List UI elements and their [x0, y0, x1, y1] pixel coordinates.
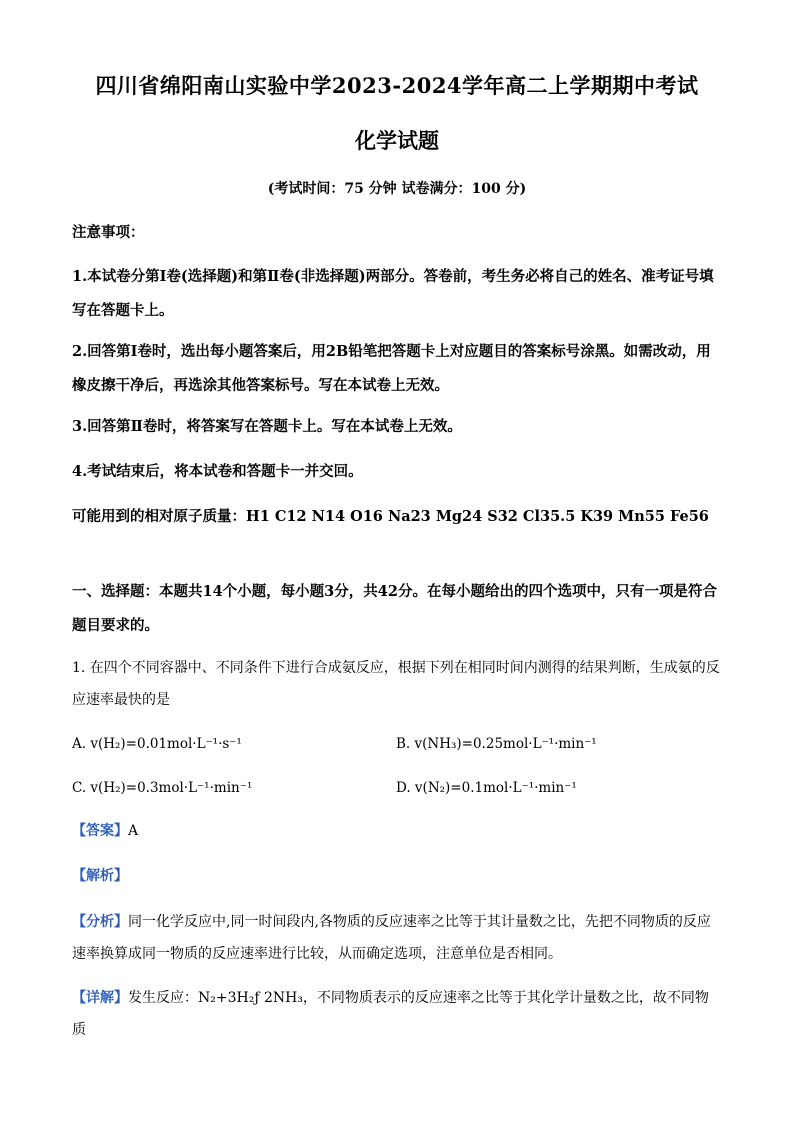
fenxi-text: 同一化学反应中,同一时间段内,各物质的反应速率之比等于其计量数之比，先把不同物质的反应速率换算成同一物质的反应速率进行比较，从而确定选项，注意单位是否相同。: [72, 914, 711, 962]
xiangjie-text: 发生反应：N₂+3H₂ƒ 2NH₃，不同物质表示的反应速率之比等于其化学计量数之比，故不同物质: [72, 990, 709, 1038]
option-b: B. v(NH₃)=0.25mol·L⁻¹·min⁻¹: [396, 736, 597, 752]
notice-item-2: 2.回答第Ⅰ卷时，选出每小题答案后，用2B铅笔把答题卡上对应题目的答案标号涂黑。如需改动，用橡皮擦干净后，再选涂其他答案标号。写在本试卷上无效。: [72, 343, 711, 394]
answer-value: A: [128, 823, 139, 839]
option-d: D. v(N₂)=0.1mol·L⁻¹·min⁻¹: [396, 780, 577, 796]
answer-tag: 【答案】: [72, 823, 128, 839]
fenxi-paragraph: [72, 906, 722, 970]
notice-item-3: 3.回答第Ⅱ卷时，将答案写在答题卡上。写在本试卷上无效。: [72, 418, 462, 435]
analysis-line: [72, 860, 722, 892]
xiangjie-paragraph: [72, 982, 722, 1046]
exam-subtitle: 化学试题: [355, 128, 439, 153]
xiangjie-tag: 【详解】: [72, 990, 128, 1006]
analysis-tag: 【解析】: [72, 868, 128, 884]
fenxi-tag: 【分析】: [72, 914, 128, 930]
question-1-stem: 1. 在四个不同容器中、不同条件下进行合成氨反应，根据下列在相同时间内测得的结果判断，生成氨的反应速率最快的是: [72, 660, 720, 708]
exam-title: 四川省绵阳南山实验中学2023-2024学年高二上学期期中考试: [95, 73, 699, 98]
answer-line: [72, 815, 722, 847]
atomic-masses: 可能用到的相对原子质量：H1 C12 N14 O16 Na23 Mg24 S32 Cl35.5 K39 Mn55 Fe56: [72, 508, 709, 525]
notice-item-1: 1.本试卷分第Ⅰ卷(选择题)和第Ⅱ卷(非选择题)两部分。答卷前，考生务必将自己的姓名、准考证号填写在答题卡上。: [72, 268, 714, 319]
section-heading: 一、选择题：本题共14个小题，每小题3分，共42分。在每小题给出的四个选项中，只有一项是符合题目要求的。: [72, 583, 717, 634]
notice-item-4: 4.考试结束后，将本试卷和答题卡一并交回。: [72, 463, 363, 480]
notice-heading: 注意事项：: [72, 224, 145, 241]
option-c: C. v(H₂)=0.3mol·L⁻¹·min⁻¹: [72, 780, 253, 796]
exam-info: (考试时间：75 分钟 试卷满分：100 分): [267, 181, 527, 197]
option-a: A. v(H₂)=0.01mol·L⁻¹·s⁻¹: [72, 736, 242, 752]
